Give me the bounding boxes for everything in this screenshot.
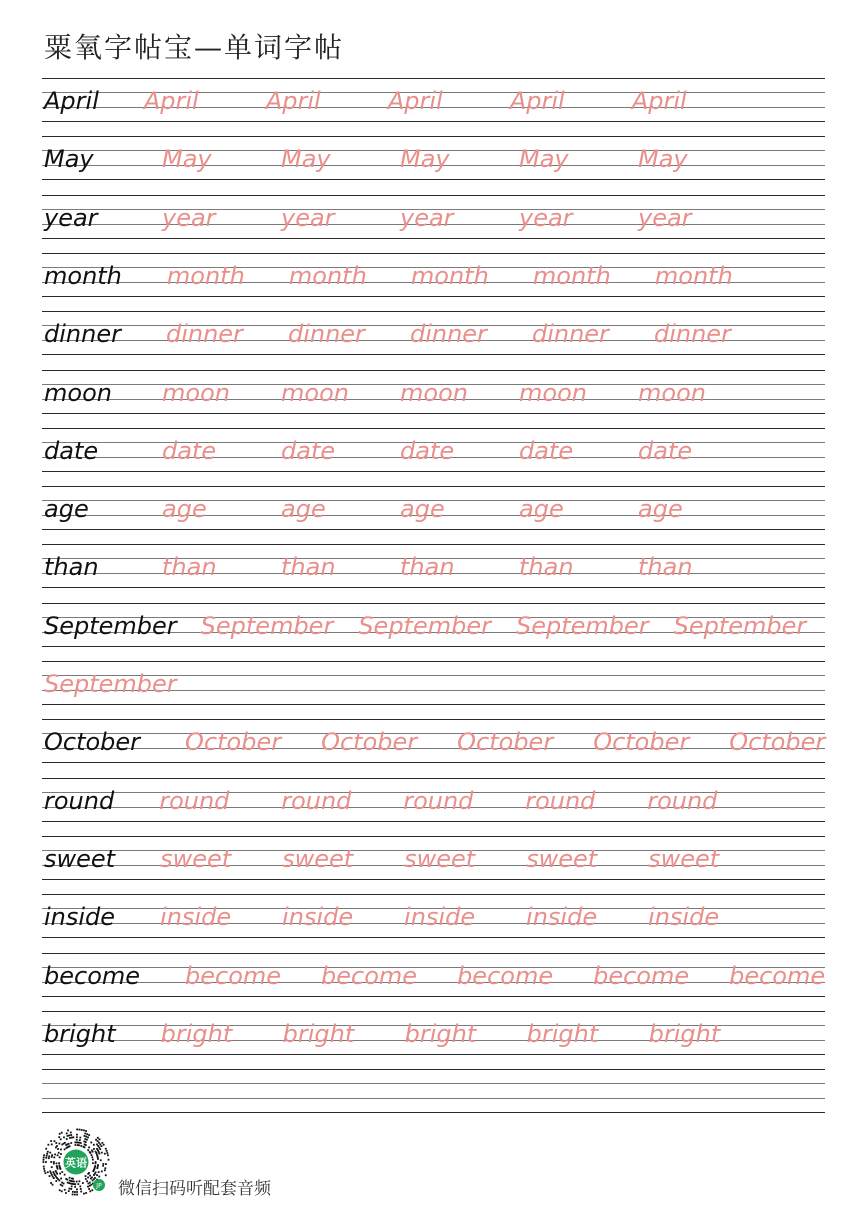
footer	[40, 1126, 440, 1206]
model-word: sweet	[44, 844, 116, 873]
trace-word: become	[457, 961, 554, 990]
trace-word: age	[519, 495, 564, 524]
trace-word: May	[519, 145, 569, 174]
guide-line	[42, 982, 825, 983]
trace-word: April	[387, 87, 443, 115]
writing-row	[42, 253, 825, 297]
guide-line	[42, 238, 825, 239]
guide-line	[42, 311, 825, 312]
writing-row	[42, 836, 825, 880]
guide-line	[42, 646, 825, 647]
page-title: 粟氧字帖宝—单词字帖	[44, 31, 345, 64]
model-word: date	[44, 436, 99, 465]
trace-word: May	[400, 145, 450, 174]
guide-line	[42, 1069, 825, 1070]
guide-line	[42, 136, 825, 137]
trace-word: moon	[162, 378, 230, 407]
trace-word: round	[647, 786, 718, 815]
guide-line	[42, 836, 825, 837]
model-word: October	[44, 728, 141, 757]
writing-row	[42, 603, 825, 647]
trace-word: date	[519, 436, 574, 465]
guide-line	[42, 296, 825, 297]
writing-row	[42, 1069, 825, 1113]
model-word: inside	[44, 903, 116, 932]
trace-word: October	[729, 728, 826, 757]
trace-word: October	[457, 728, 554, 757]
writing-row	[42, 953, 825, 997]
writing-row	[42, 778, 825, 822]
guide-line	[42, 1112, 825, 1113]
trace-word: September	[515, 611, 649, 640]
guide-line	[42, 733, 825, 734]
guide-line	[42, 1054, 825, 1055]
trace-word: moon	[519, 378, 587, 407]
trace-word: date	[281, 436, 336, 465]
trace-word: September	[200, 611, 334, 640]
guide-line	[42, 894, 825, 895]
guide-line	[42, 587, 825, 588]
trace-word: May	[162, 145, 212, 174]
trace-word: month	[166, 261, 245, 290]
trace-word: month	[288, 261, 367, 290]
trace-word: age	[400, 495, 445, 524]
model-word: than	[44, 553, 99, 582]
trace-word: become	[185, 961, 282, 990]
guide-line	[42, 413, 825, 414]
trace-word: round	[525, 786, 596, 815]
qr-badge-small-text: JP	[96, 1182, 102, 1190]
trace-word: September	[358, 611, 491, 640]
guide-line	[42, 879, 825, 880]
trace-word: inside	[526, 903, 598, 932]
trace-word: date	[162, 436, 217, 465]
trace-word: month	[410, 261, 489, 290]
trace-word: sweet	[282, 844, 354, 873]
trace-word: inside	[648, 903, 720, 932]
trace-word: bright	[526, 1019, 599, 1048]
trace-word: than	[638, 553, 693, 582]
trace-word: year	[519, 203, 573, 232]
trace-word: bright	[160, 1019, 233, 1048]
trace-word: than	[400, 553, 455, 582]
trace-word: date	[638, 436, 693, 465]
trace-word: sweet	[648, 844, 720, 873]
trace-word: year	[400, 203, 454, 232]
trace-word: dinner	[165, 320, 243, 349]
trace-word: dinner	[409, 320, 487, 349]
guide-line	[42, 1083, 825, 1084]
trace-word: sweet	[404, 844, 476, 873]
guide-line	[42, 1098, 825, 1099]
guide-line	[42, 486, 825, 487]
trace-word: moon	[281, 378, 349, 407]
trace-word: April	[143, 87, 199, 115]
guide-line	[42, 719, 825, 720]
guide-line	[42, 121, 825, 122]
trace-word: moon	[400, 378, 468, 407]
guide-line	[42, 953, 825, 954]
model-word: moon	[44, 378, 112, 407]
trace-word: than	[281, 553, 336, 582]
model-word: round	[44, 786, 115, 815]
footer-caption: 微信扫码听配套音频	[118, 1179, 271, 1199]
trace-word: round	[403, 786, 474, 815]
trace-word: become	[321, 961, 418, 990]
trace-word: May	[281, 145, 331, 174]
guide-line	[42, 428, 825, 429]
trace-word: than	[162, 553, 217, 582]
writing-row	[42, 544, 825, 588]
guide-line	[42, 1011, 825, 1012]
guide-line	[42, 354, 825, 355]
trace-word: April	[509, 87, 565, 115]
guide-line	[42, 821, 825, 822]
trace-word: age	[281, 495, 326, 524]
writing-row	[42, 1011, 825, 1055]
model-word: dinner	[44, 320, 121, 349]
trace-word: inside	[282, 903, 354, 932]
trace-word: round	[159, 786, 230, 815]
writing-row	[42, 311, 825, 355]
guide-line	[42, 179, 825, 180]
trace-word: month	[532, 261, 611, 290]
guide-line	[42, 253, 825, 254]
trace-word: September	[44, 670, 177, 698]
writing-row	[42, 136, 825, 180]
guide-line	[42, 603, 825, 604]
guide-line	[42, 471, 825, 472]
guide-line	[42, 78, 825, 79]
guide-line	[42, 704, 825, 705]
model-word: April	[44, 87, 99, 115]
guide-line	[42, 762, 825, 763]
writing-row	[42, 719, 825, 763]
guide-line	[42, 544, 825, 545]
guide-line	[42, 996, 825, 997]
trace-word: dinner	[531, 320, 609, 349]
model-word: May	[44, 145, 94, 174]
trace-word: dinner	[653, 320, 731, 349]
trace-word: date	[400, 436, 455, 465]
trace-word: October	[321, 728, 418, 757]
trace-word: than	[519, 553, 574, 582]
writing-row	[42, 428, 825, 472]
trace-word: bright	[648, 1019, 721, 1048]
trace-word: year	[638, 203, 692, 232]
qr-badge-text: 英语	[65, 1156, 87, 1170]
model-word: age	[44, 495, 89, 524]
trace-word: dinner	[287, 320, 365, 349]
model-word: become	[44, 961, 141, 990]
trace-word: round	[281, 786, 352, 815]
writing-row	[42, 486, 825, 530]
trace-word: inside	[404, 903, 476, 932]
trace-word: sweet	[160, 844, 232, 873]
trace-word: October	[593, 728, 690, 757]
trace-word: month	[654, 261, 733, 290]
trace-word: year	[281, 203, 335, 232]
guide-line	[42, 937, 825, 938]
trace-word: age	[638, 495, 683, 524]
guide-line	[42, 370, 825, 371]
trace-word: age	[162, 495, 207, 524]
trace-word: bright	[282, 1019, 355, 1048]
guide-line	[42, 967, 825, 968]
trace-word: become	[729, 961, 826, 990]
writing-row	[42, 195, 825, 239]
writing-row	[42, 661, 825, 705]
trace-word: bright	[404, 1019, 477, 1048]
trace-word: April	[631, 87, 687, 115]
writing-row	[42, 894, 825, 938]
trace-word: May	[638, 145, 688, 174]
guide-line	[42, 529, 825, 530]
trace-word: October	[185, 728, 282, 757]
trace-word: moon	[638, 378, 706, 407]
guide-line	[42, 778, 825, 779]
trace-word: inside	[160, 903, 232, 932]
trace-word: sweet	[526, 844, 598, 873]
writing-row	[42, 370, 825, 414]
trace-word: September	[673, 611, 807, 640]
guide-line	[42, 661, 825, 662]
guide-line	[42, 748, 825, 749]
qr-code-icon[interactable]	[40, 1126, 112, 1198]
trace-word: year	[162, 203, 216, 232]
trace-word: become	[593, 961, 690, 990]
model-word: bright	[44, 1019, 116, 1048]
trace-word: April	[265, 87, 321, 115]
model-word: year	[44, 203, 98, 232]
guide-line	[42, 195, 825, 196]
model-word: month	[44, 261, 122, 290]
model-word: September	[44, 611, 177, 640]
writing-row	[42, 78, 825, 122]
